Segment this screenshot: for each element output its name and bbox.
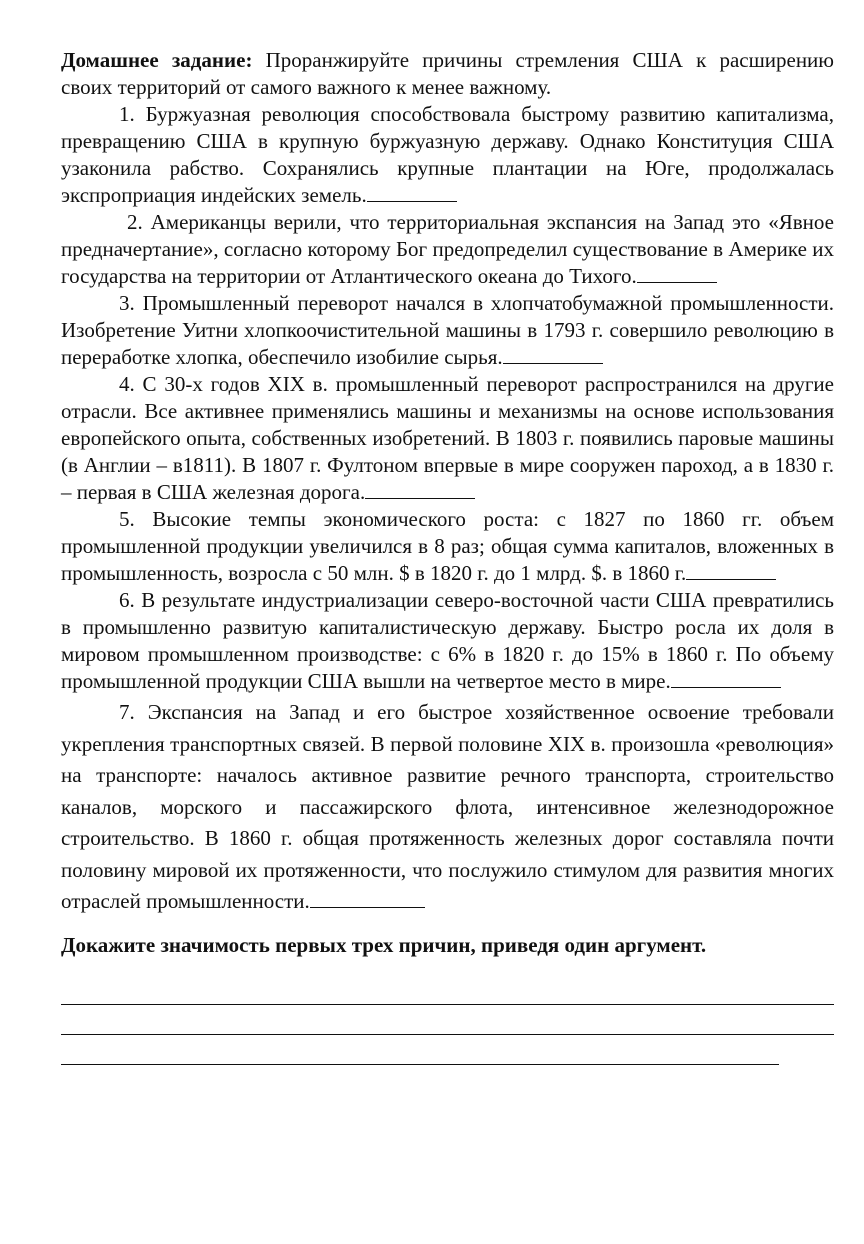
rank-blank[interactable] [671,669,781,688]
cause-item-4 [61,371,834,506]
rank-blank[interactable] [686,561,776,580]
rank-blank[interactable] [310,889,425,908]
assignment-instruction: Проранжируйте причины стремления США к расширению своих территорий от самого важного к менее важному. [61,48,834,99]
cause-item-2 [61,209,834,290]
rank-blank[interactable] [503,345,603,364]
cause-text: 1. Буржуазная революция способствовала быстрому развитию капитализма, превращению США в крупную буржуазную державу. Однако Конституция США узаконила рабство. Сохранялись крупные плантации на Юге, продолжалась экспроприация индейских земель. [61,102,834,207]
cause-item-7 [61,697,834,918]
rank-blank[interactable] [365,480,475,499]
cause-text: 7. Экспансия на Запад и его быстрое хозяйственное освоение требовали укрепления транспортных связей. В первой половине XIX в. произошла «революция» на транспорте: началось активное развитие речного транспорта, строительство каналов, морского и пассажирского флота, интенсивное железнодорожное строительство. В 1860 г. общая протяженность железных дорог составляла почти половину мировой их протяженности, что послужило стимулом для развития многих отраслей промышленности. [61,700,834,913]
task-prompt: Докажите значимость первых трех причин, приведя один аргумент. [61,932,707,957]
assignment-heading: Домашнее задание: [61,48,253,72]
cause-text: 5. Высокие темпы экономического роста: с 1827 по 1860 гг. объем промышленной продукции увеличился в 8 раз; общая сумма капиталов, вложенных в промышленность, возросла с 50 млн. $ в 1820 г. до 1 млрд. $. в 1860 г. [61,507,834,585]
worksheet-page [61,47,834,1065]
cause-text: 2. Американцы верили, что территориальная экспансия на Запад это «Явное предначертание», согласно которому Бог предопределил существование в Америке их государства на территории от Атлантического океана до Тихого. [61,210,834,288]
cause-item-1 [61,101,834,209]
rank-blank[interactable] [367,183,457,202]
cause-text: 6. В результате индустриализации северо-восточной части США превратились в промышленно развитую капиталистическую державу. Быстро росла их доля в мировом промышленном производстве: с 6% в 1820 г. до 15% в 1860 г. По объему промышленной продукции США вышли на четвертое место в мире. [61,588,834,693]
answer-line-1[interactable] [61,975,834,1005]
cause-item-5 [61,506,834,587]
rank-blank[interactable] [637,264,717,283]
answer-lines [61,975,834,1065]
cause-item-6 [61,587,834,695]
cause-text: 3. Промышленный переворот начался в хлопчатобумажной промышленности. Изобретение Уитни хлопкоочистительной машины в 1793 г. совершило революцию в переработке хлопка, обеспечило изобилие сырья. [61,291,834,369]
cause-item-3 [61,290,834,371]
cause-text: 4. С 30-х годов XIX в. промышленный переворот распространился на другие отрасли. Все активнее применялись машины и механизмы на основе использования европейского опыта, собственных изобретений. В 1803 г. появились паровые машины (в Англии – в1811). В 1807 г. Фултоном впервые в мире сооружен пароход, а в 1830 г. – первая в США железная дорога. [61,372,834,504]
answer-line-3[interactable] [61,1035,779,1065]
assignment-intro [61,47,834,101]
answer-line-2[interactable] [61,1005,834,1035]
